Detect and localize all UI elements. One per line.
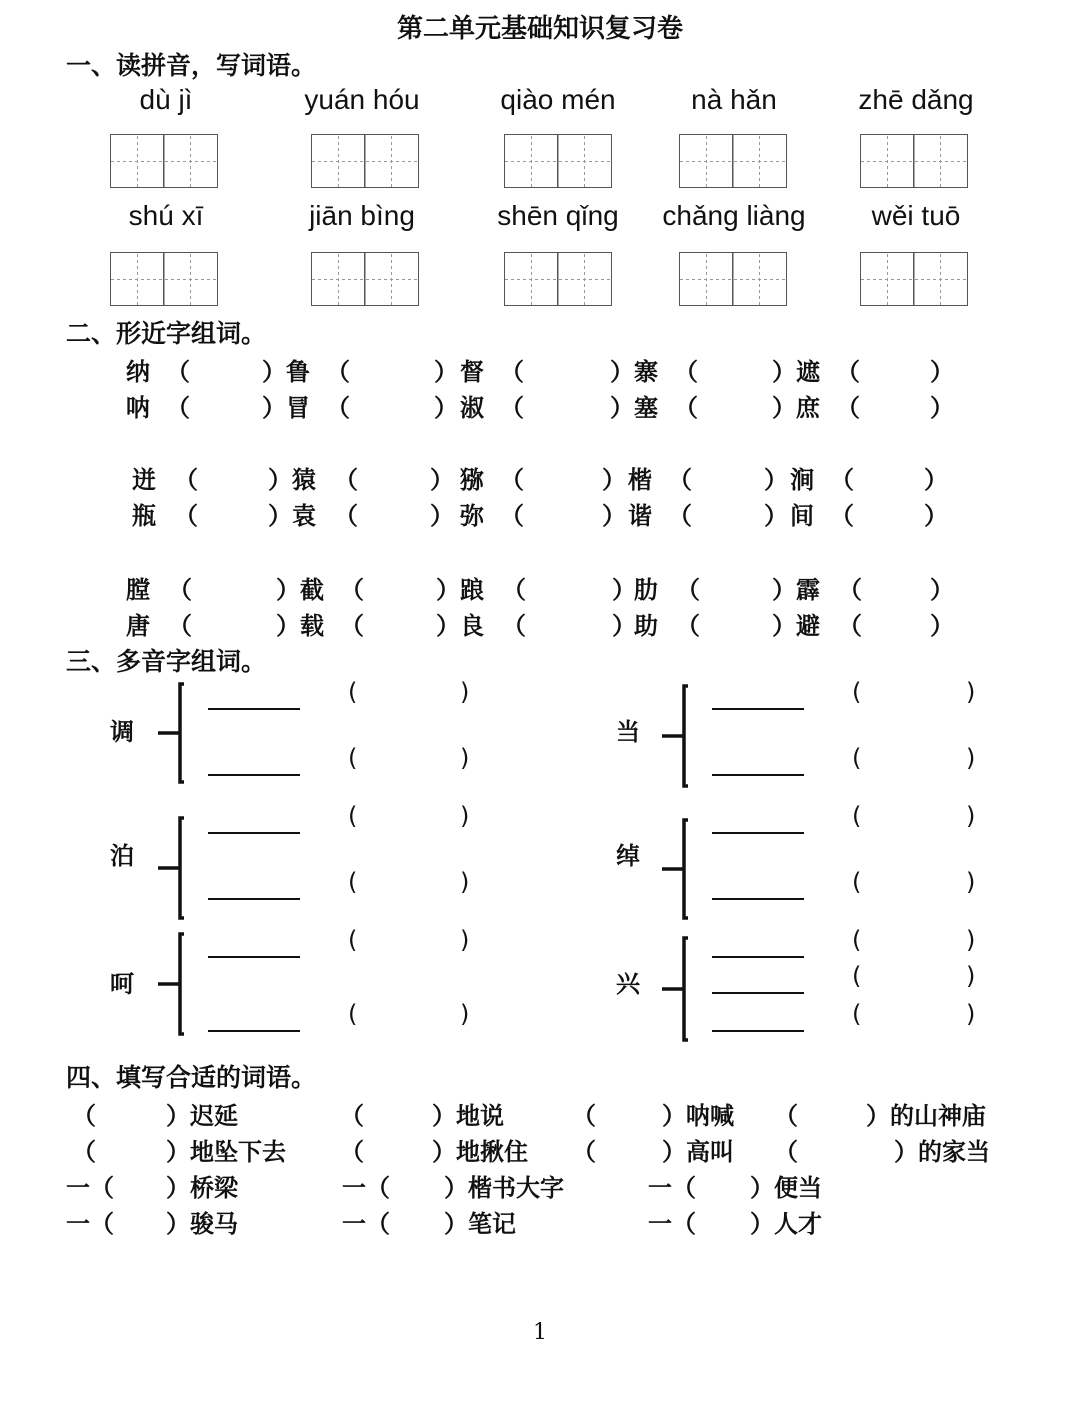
open-paren: （ — [340, 576, 364, 604]
close-paren: ） — [268, 502, 292, 530]
open-paren: （ — [830, 466, 854, 494]
similar-char: 避 — [796, 612, 820, 640]
similar-char: 助 — [634, 612, 658, 640]
answer-blank[interactable] — [700, 388, 768, 418]
similar-char: 寨 — [634, 358, 658, 386]
pinyin-label: dù jì — [139, 84, 193, 115]
answer-blank[interactable] — [116, 1204, 162, 1234]
answer-blank[interactable] — [194, 570, 272, 600]
similar-char: 鲁 — [286, 358, 310, 386]
open-paren: （ — [502, 612, 526, 640]
brace-bracket — [660, 683, 692, 789]
yi-open-paren: 一（ — [648, 1174, 696, 1202]
yi-open-paren: 一（ — [342, 1210, 390, 1238]
close-paren: ) — [966, 926, 976, 954]
pinyin-label: shú xī — [128, 200, 204, 231]
open-paren: （ — [836, 394, 860, 422]
close-paren: ) — [966, 1000, 976, 1028]
pinyin-label: qiào mén — [500, 84, 616, 115]
open-paren: （ — [838, 576, 862, 604]
close-paren: ) — [460, 926, 470, 954]
answer-blank[interactable] — [598, 1132, 658, 1162]
word-suffix: ）高叫 — [662, 1138, 734, 1166]
answer-blank[interactable] — [800, 1132, 890, 1162]
open-paren: （ — [774, 1138, 798, 1166]
open-paren: ( — [348, 678, 358, 706]
answer-line[interactable] — [208, 832, 300, 834]
word-suffix: ）地揪住 — [432, 1138, 528, 1166]
answer-blank[interactable] — [392, 1204, 440, 1234]
word-suffix: ）桥梁 — [166, 1174, 238, 1202]
answer-line[interactable] — [712, 992, 804, 994]
word-suffix: ）的山神庙 — [866, 1102, 986, 1130]
open-paren: （ — [674, 394, 698, 422]
open-paren: （ — [676, 612, 700, 640]
similar-char: 踉 — [460, 576, 484, 604]
word-suffix: ）地说 — [432, 1102, 504, 1130]
word-suffix: ）呐喊 — [662, 1102, 734, 1130]
open-paren: （ — [166, 358, 190, 386]
answer-blank[interactable] — [360, 496, 426, 526]
answer-blank[interactable] — [352, 388, 430, 418]
answer-blank[interactable] — [192, 388, 258, 418]
open-paren: （ — [502, 576, 526, 604]
polyphone-char: 绰 — [616, 842, 640, 870]
section3-heading: 三、多音字组词。 — [66, 647, 267, 676]
answer-blank[interactable] — [526, 496, 598, 526]
answer-blank[interactable] — [698, 1204, 746, 1234]
open-paren: （ — [72, 1102, 96, 1130]
answer-blank[interactable] — [698, 1168, 746, 1198]
close-paren: ） — [430, 466, 454, 494]
similar-char: 冒 — [286, 394, 310, 422]
open-paren: ( — [852, 802, 862, 830]
answer-blank[interactable] — [526, 388, 606, 418]
open-paren: （ — [168, 576, 192, 604]
close-paren: ） — [610, 358, 634, 386]
similar-char: 纳 — [126, 358, 150, 386]
writing-grid[interactable] — [110, 134, 218, 188]
answer-blank[interactable] — [366, 1096, 428, 1126]
answer-line[interactable] — [712, 898, 804, 900]
similar-char: 膛 — [126, 576, 150, 604]
similar-char: 谐 — [628, 502, 652, 530]
brace-bracket — [660, 817, 692, 921]
answer-blank[interactable] — [528, 570, 608, 600]
word-suffix: ）迟延 — [166, 1102, 238, 1130]
answer-blank[interactable] — [862, 388, 926, 418]
open-paren: ( — [348, 744, 358, 772]
open-paren: ( — [348, 1000, 358, 1028]
similar-char: 弥 — [460, 502, 484, 530]
close-paren: ) — [966, 744, 976, 772]
page-title: 第二单元基础知识复习卷 — [396, 14, 683, 44]
similar-char: 猿 — [292, 466, 316, 494]
answer-line[interactable] — [208, 708, 300, 710]
answer-blank[interactable] — [856, 460, 920, 490]
close-paren: ） — [430, 502, 454, 530]
pinyin-label: yuán hóu — [304, 84, 420, 115]
similar-char: 呐 — [126, 394, 150, 422]
open-paren: （ — [572, 1138, 596, 1166]
open-paren: ( — [852, 1000, 862, 1028]
answer-blank[interactable] — [526, 460, 598, 490]
polyphone-char: 兴 — [616, 970, 640, 998]
open-paren: （ — [500, 466, 524, 494]
word-suffix: ）地坠下去 — [166, 1138, 286, 1166]
open-paren: ( — [852, 868, 862, 896]
close-paren: ） — [772, 358, 796, 386]
open-paren: （ — [326, 394, 350, 422]
similar-char: 猕 — [460, 466, 484, 494]
open-paren: ( — [852, 962, 862, 990]
close-paren: ） — [602, 466, 626, 494]
brace-bracket — [660, 935, 692, 1043]
open-paren: （ — [830, 502, 854, 530]
word-suffix: ）骏马 — [166, 1210, 238, 1238]
pinyin-label: jiān bìng — [309, 200, 415, 231]
answer-blank[interactable] — [598, 1096, 658, 1126]
close-paren: ） — [930, 394, 954, 422]
close-paren: ) — [460, 678, 470, 706]
yi-open-paren: 一（ — [342, 1174, 390, 1202]
close-paren: ） — [262, 394, 286, 422]
answer-blank[interactable] — [702, 606, 768, 636]
close-paren: ) — [966, 962, 976, 990]
close-paren: ） — [930, 358, 954, 386]
open-paren: （ — [668, 502, 692, 530]
answer-blank[interactable] — [360, 460, 426, 490]
answer-blank[interactable] — [98, 1132, 162, 1162]
page-number: 1 — [533, 1320, 547, 1345]
close-paren: ） — [262, 358, 286, 386]
answer-blank[interactable] — [528, 606, 608, 636]
brace-bracket — [156, 681, 188, 785]
word-suffix: ）笔记 — [444, 1210, 516, 1238]
close-paren: ） — [924, 466, 948, 494]
section2-heading: 二、形近字组词。 — [66, 319, 267, 348]
similar-char: 截 — [300, 576, 324, 604]
answer-line[interactable] — [712, 956, 804, 958]
similar-char: 唐 — [126, 612, 150, 640]
open-paren: （ — [836, 358, 860, 386]
yi-open-paren: 一（ — [648, 1210, 696, 1238]
yi-open-paren: 一（ — [66, 1210, 114, 1238]
close-paren: ） — [436, 612, 460, 640]
open-paren: ( — [348, 802, 358, 830]
word-suffix: ）的家当 — [894, 1138, 990, 1166]
answer-blank[interactable] — [800, 1096, 862, 1126]
similar-char: 塞 — [634, 394, 658, 422]
close-paren: ） — [930, 576, 954, 604]
open-paren: （ — [674, 358, 698, 386]
pinyin-label: wěi tuō — [871, 200, 961, 231]
answer-line[interactable] — [208, 956, 300, 958]
similar-char: 督 — [460, 358, 484, 386]
open-paren: （ — [340, 1102, 364, 1130]
polyphone-char: 调 — [110, 718, 134, 746]
brace-bracket — [156, 815, 188, 921]
close-paren: ） — [434, 394, 458, 422]
open-paren: （ — [774, 1102, 798, 1130]
open-paren: ( — [852, 926, 862, 954]
answer-blank[interactable] — [526, 352, 606, 382]
open-paren: ( — [852, 678, 862, 706]
polyphone-char: 当 — [616, 718, 640, 746]
pinyin-label: chǎng liàng — [662, 200, 806, 231]
open-paren: （ — [168, 612, 192, 640]
answer-line[interactable] — [208, 774, 300, 776]
pinyin-label: nà hǎn — [691, 84, 777, 115]
close-paren: ) — [460, 802, 470, 830]
polyphone-char: 呵 — [110, 970, 134, 998]
answer-blank[interactable] — [694, 496, 760, 526]
close-paren: ) — [966, 678, 976, 706]
brace-bracket — [156, 931, 188, 1037]
open-paren: ( — [348, 868, 358, 896]
open-paren: ( — [348, 926, 358, 954]
section4-heading: 四、填写合适的词语。 — [66, 1063, 317, 1092]
answer-blank[interactable] — [200, 496, 264, 526]
answer-blank[interactable] — [366, 1132, 428, 1162]
similar-char: 载 — [300, 612, 324, 640]
answer-blank[interactable] — [864, 606, 926, 636]
close-paren: ） — [610, 394, 634, 422]
open-paren: （ — [174, 466, 198, 494]
similar-char: 楷 — [628, 466, 652, 494]
answer-blank[interactable] — [702, 570, 768, 600]
answer-blank[interactable] — [352, 352, 430, 382]
similar-char: 间 — [790, 502, 814, 530]
similar-char: 遮 — [796, 358, 820, 386]
similar-char: 霹 — [796, 576, 820, 604]
open-paren: （ — [340, 612, 364, 640]
open-paren: （ — [334, 466, 358, 494]
pinyin-label: zhē dǎng — [858, 84, 974, 115]
answer-blank[interactable] — [864, 570, 926, 600]
section1-heading: 一、读拼音，写词语。 — [66, 51, 317, 80]
close-paren: ） — [924, 502, 948, 530]
answer-blank[interactable] — [366, 606, 432, 636]
close-paren: ） — [772, 576, 796, 604]
answer-line[interactable] — [712, 708, 804, 710]
close-paren: ） — [764, 466, 788, 494]
close-paren: ) — [966, 802, 976, 830]
open-paren: （ — [326, 358, 350, 386]
answer-blank[interactable] — [856, 496, 920, 526]
writing-grid[interactable] — [504, 134, 612, 188]
writing-grid[interactable] — [860, 252, 968, 306]
open-paren: （ — [166, 394, 190, 422]
open-paren: （ — [500, 358, 524, 386]
pinyin-label: shēn qǐng — [497, 200, 619, 231]
close-paren: ） — [434, 358, 458, 386]
writing-grid[interactable] — [679, 252, 787, 306]
word-suffix: ）楷书大字 — [444, 1174, 564, 1202]
word-suffix: ）人才 — [750, 1210, 822, 1238]
writing-grid[interactable] — [311, 252, 419, 306]
answer-blank[interactable] — [98, 1096, 162, 1126]
close-paren: ） — [602, 502, 626, 530]
close-paren: ） — [772, 394, 796, 422]
word-suffix: ）便当 — [750, 1174, 822, 1202]
close-paren: ） — [612, 576, 636, 604]
writing-grid[interactable] — [110, 252, 218, 306]
similar-char: 淑 — [460, 394, 484, 422]
close-paren: ) — [460, 744, 470, 772]
close-paren: ） — [764, 502, 788, 530]
answer-blank[interactable] — [116, 1168, 162, 1198]
open-paren: （ — [500, 394, 524, 422]
answer-blank[interactable] — [194, 606, 272, 636]
close-paren: ） — [436, 576, 460, 604]
close-paren: ) — [966, 868, 976, 896]
polyphone-char: 泊 — [110, 842, 134, 870]
open-paren: （ — [838, 612, 862, 640]
open-paren: （ — [500, 502, 524, 530]
open-paren: （ — [72, 1138, 96, 1166]
yi-open-paren: 一（ — [66, 1174, 114, 1202]
similar-char: 涧 — [790, 466, 814, 494]
close-paren: ） — [268, 466, 292, 494]
writing-grid[interactable] — [679, 134, 787, 188]
answer-blank[interactable] — [192, 352, 258, 382]
answer-blank[interactable] — [862, 352, 926, 382]
close-paren: ） — [930, 612, 954, 640]
writing-grid[interactable] — [311, 134, 419, 188]
answer-line[interactable] — [208, 898, 300, 900]
answer-blank[interactable] — [392, 1168, 440, 1198]
open-paren: （ — [676, 576, 700, 604]
open-paren: （ — [572, 1102, 596, 1130]
open-paren: （ — [334, 502, 358, 530]
close-paren: ） — [772, 612, 796, 640]
open-paren: （ — [668, 466, 692, 494]
writing-grid[interactable] — [504, 252, 612, 306]
close-paren: ） — [276, 612, 300, 640]
close-paren: ) — [460, 1000, 470, 1028]
writing-grid[interactable] — [860, 134, 968, 188]
open-paren: ( — [852, 744, 862, 772]
close-paren: ） — [612, 612, 636, 640]
open-paren: （ — [174, 502, 198, 530]
similar-char: 袁 — [292, 502, 316, 530]
similar-char: 瓶 — [132, 502, 156, 530]
close-paren: ) — [460, 868, 470, 896]
similar-char: 迸 — [132, 466, 156, 494]
similar-char: 庶 — [796, 394, 820, 422]
answer-blank[interactable] — [700, 352, 768, 382]
similar-char: 肋 — [634, 576, 658, 604]
close-paren: ） — [276, 576, 300, 604]
answer-blank[interactable] — [366, 570, 432, 600]
open-paren: （ — [340, 1138, 364, 1166]
answer-line[interactable] — [712, 1030, 804, 1032]
answer-line[interactable] — [712, 832, 804, 834]
similar-char: 良 — [460, 612, 484, 640]
answer-blank[interactable] — [694, 460, 760, 490]
answer-blank[interactable] — [200, 460, 264, 490]
answer-line[interactable] — [712, 774, 804, 776]
answer-line[interactable] — [208, 1030, 300, 1032]
